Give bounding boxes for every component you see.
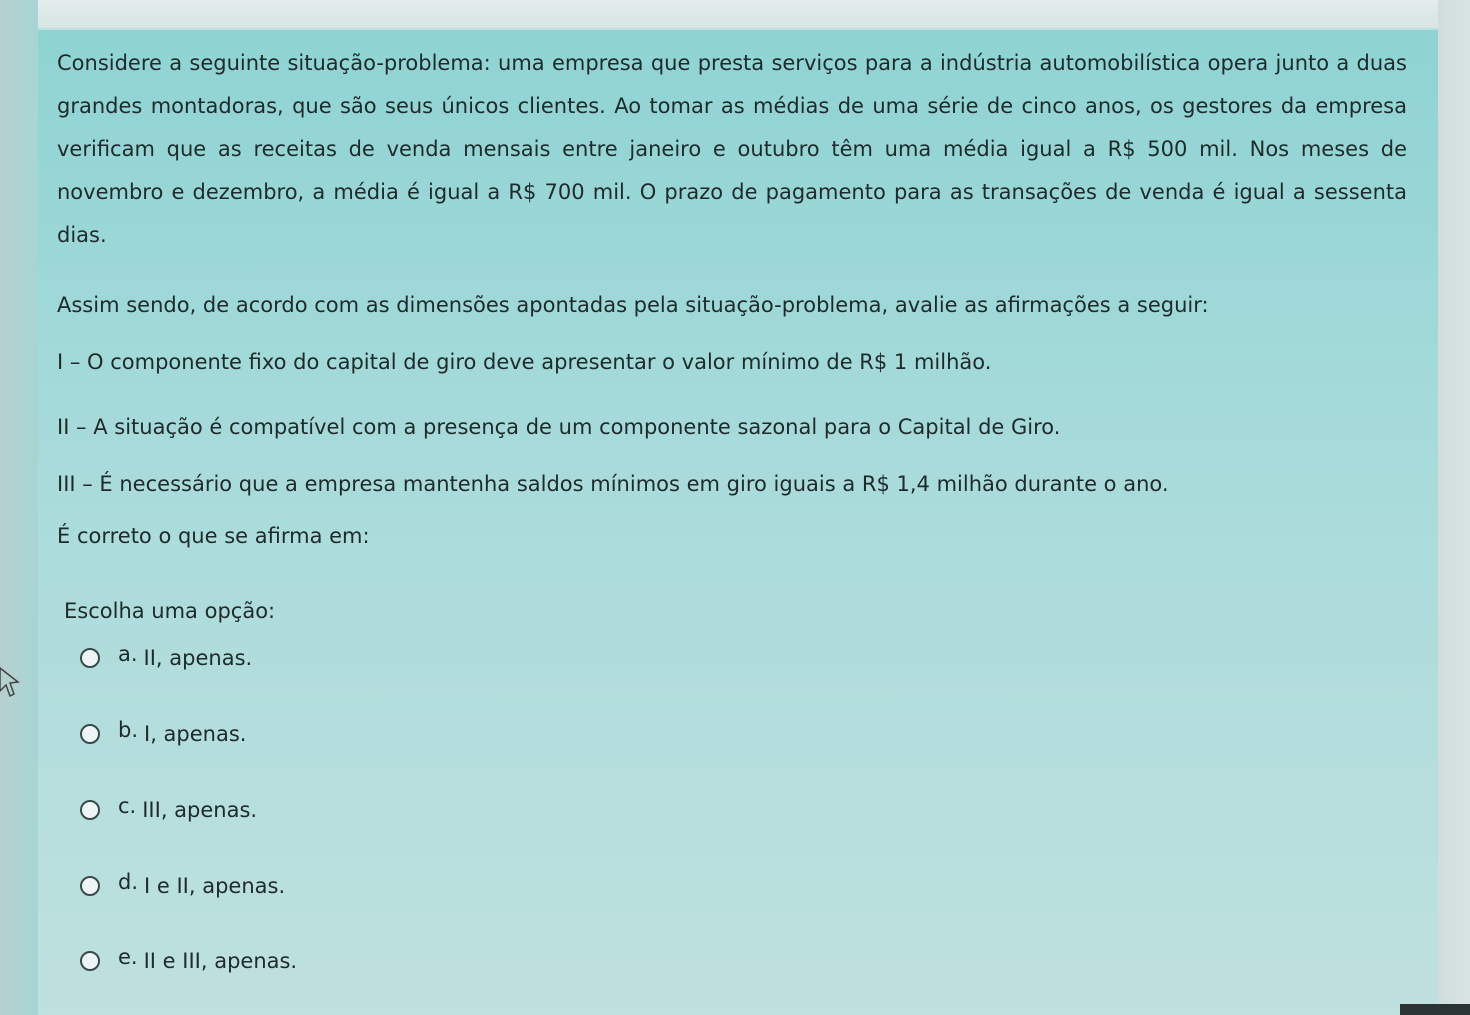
screen-left-edge (0, 0, 38, 1015)
question-prompt: Assim sendo, de acordo com as dimensões apontadas pela situação-problema, avalie as afirmações a seguir: (57, 293, 1209, 317)
option-letter: c. (118, 794, 137, 818)
option-text: II, apenas. (143, 646, 253, 670)
option-a[interactable] (80, 643, 252, 673)
option-letter: d. (118, 870, 139, 894)
radio-button-d[interactable] (80, 876, 100, 896)
mouse-pointer-icon (0, 664, 22, 702)
statement-2: II – A situação é compatível com a presença de um componente sazonal para o Capital de Giro. (57, 415, 1061, 439)
option-letter: b. (118, 718, 139, 742)
question-intro: Considere a seguinte situação-problema: uma empresa que presta serviços para a indústria automobilística opera junto a duas grandes montadoras, que são seus únicos clientes. Ao tomar as médias de uma série de cinco anos, os gestores da empresa verificam que as receitas de venda mensais entre janeiro e outubro têm uma média igual a R$ 500 mil. Nos meses de novembro e dezembro, a média é igual a R$ 700 mil. O prazo de pagamento para as transações de venda é igual a sessenta dias. (57, 51, 1407, 247)
screen-right-edge (1438, 0, 1470, 1015)
option-letter: a. (118, 642, 138, 666)
option-c[interactable] (80, 795, 257, 825)
option-e[interactable] (80, 946, 297, 976)
option-letter: e. (118, 945, 138, 969)
choose-option-label: Escolha uma opção: (64, 599, 276, 623)
option-text: I e II, apenas. (144, 874, 286, 898)
question-conclusion: É correto o que se afirma em: (57, 524, 370, 548)
option-d[interactable] (80, 871, 285, 901)
screen-bottom-bezel (1400, 1004, 1470, 1015)
radio-button-b[interactable] (80, 724, 100, 744)
option-text: III, apenas. (142, 798, 258, 822)
statement-3: III – É necessário que a empresa mantenha saldos mínimos em giro iguais a R$ 1,4 milhão durante o ano. (57, 472, 1169, 496)
radio-button-a[interactable] (80, 648, 100, 668)
statement-1: I – O componente fixo do capital de giro deve apresentar o valor mínimo de R$ 1 milhão. (57, 350, 992, 374)
option-text: II e III, apenas. (143, 949, 298, 973)
radio-button-c[interactable] (80, 800, 100, 820)
option-text: I, apenas. (144, 722, 247, 746)
radio-button-e[interactable] (80, 951, 100, 971)
option-b[interactable] (80, 719, 246, 749)
